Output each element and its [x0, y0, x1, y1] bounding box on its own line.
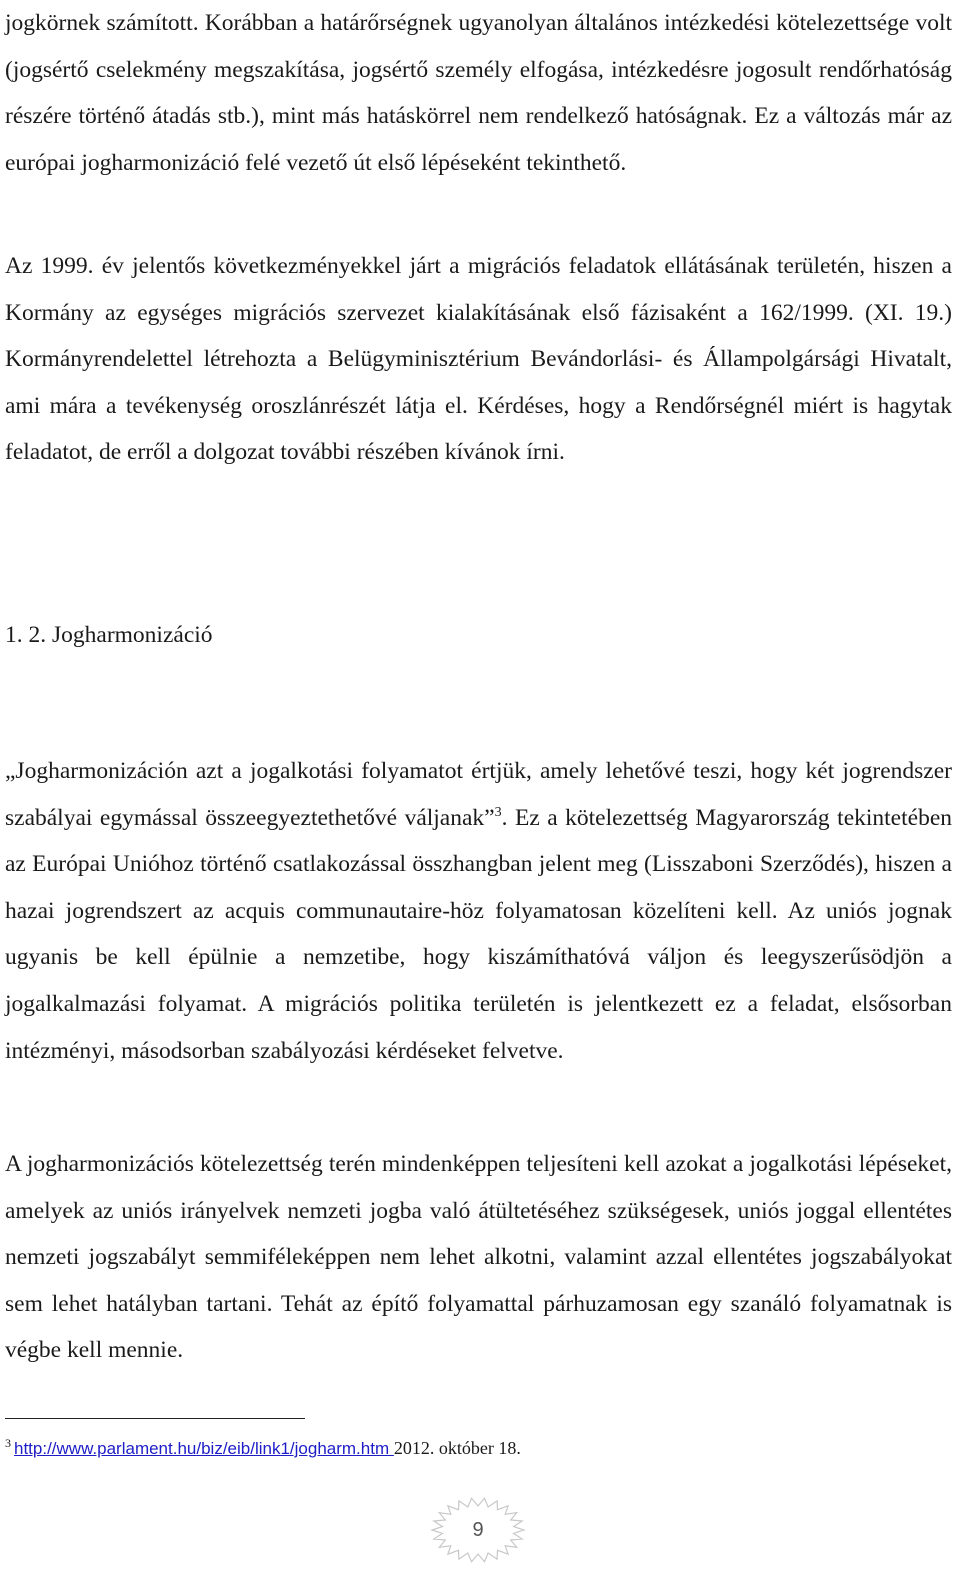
section-heading: 1. 2. Jogharmonizáció — [5, 622, 213, 648]
page-number-badge — [423, 1495, 533, 1565]
paragraph-harmonization-definition — [5, 748, 952, 1074]
page-number: 9 — [472, 1519, 484, 1541]
harmonization-text: . Ez a kötelezettség Magyarország tekintetében az Európai Unióhoz történő csatlakozással összhangban jelent meg (Lisszaboni Szerződés), hiszen a hazai jogrendszert az acquis communautaire-höz folyamatosan közelíteni kell. Az uniós jognak ugyanis be kell épülnie a nemzetibe, hogy kiszámíthatóvá váljon és leegyszerűsödjön a jogalkalmazási folyamat. A migrációs politika területén is jelentkezett ez a feladat, elsősorban intézményi, másodsorban szabályozási kérdéseket felvetve. — [5, 804, 952, 1064]
paragraph-obligations: A jogharmonizációs kötelezettség terén mindenképpen teljesíteni kell azokat a jogalkotási lépéseket, amelyek az uniós irányelvek nemzeti jogba való átültetéséhez szükségesek, uniós joggal ellentétes nemzeti jogszabályt semmiféleképpen nem lehet alkotni, valamint azzal ellentétes jogszabályokat sem lehet hatályban tartani. Tehát az építő folyamattal párhuzamosan egy szanáló folyamatnak is végbe kell mennie. — [5, 1151, 952, 1364]
footnote-link[interactable]: http://www.parlament.hu/biz/eib/link1/jogharm.htm — [14, 1439, 394, 1458]
footnote-reference[interactable]: 3 — [494, 804, 502, 820]
footnote — [5, 1430, 521, 1462]
paragraph-border-guard: jogkörnek számított. Korábban a határőrségnek ugyanolyan általános intézkedési kötelezettsége volt (jogsértő cselekmény megszakítása, jogsértő személy elfogása, intézkedésre jogosult rendőrhatóság részére történő átadás stb.), mint más hatáskörrel nem rendelkező hatóságnak. Ez a változás már az európai jogharmonizáció felé vezető út első lépéseként tekinthető. — [5, 10, 952, 176]
footnote-number: 3 — [5, 1436, 11, 1450]
harmonization-quote: „Jogharmonizáción azt a jogalkotási folyamatot értjük, amely lehetővé teszi, hogy két jogrendszer szabályai egymással összeegyeztethetővé váljanak” — [5, 758, 952, 831]
paragraph-1999-migration: Az 1999. év jelentős következményekkel járt a migrációs feladatok ellátásának területén, hiszen a Kormány az egységes migrációs szervezet kialakításának első fázisaként a 162/1999. (XI. 19.) Kormányrendelettel létrehozta a Belügyminisztérium Bevándorlási- és Állampolgársági Hivatalt, ami mára a tevékenység oroszlánrészét látja el. Kérdéses, hogy a Rendőrségnél miért is hagytak feladatot, de erről a dolgozat további részében kívánok írni. — [5, 253, 952, 466]
footnote-separator — [5, 1418, 305, 1419]
footnote-date: 2012. október 18. — [393, 1438, 521, 1458]
